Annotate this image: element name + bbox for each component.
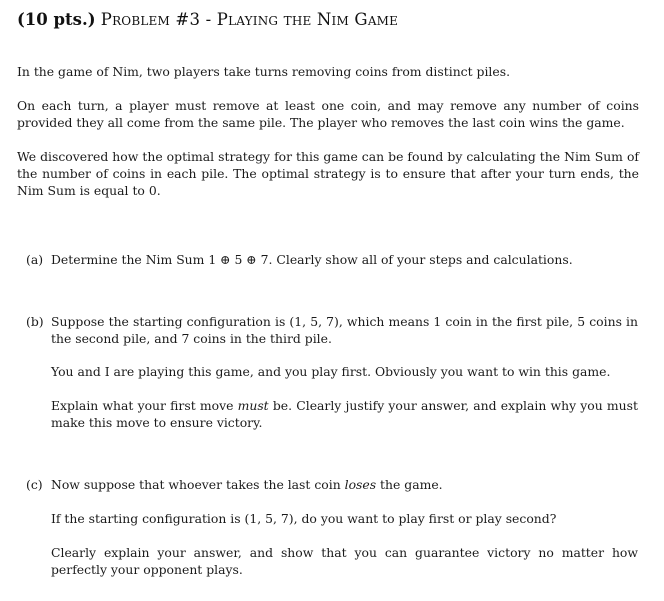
part-c-text: Now suppose that whoever takes the last coin loses the game. (51, 477, 443, 492)
part-b-text: Suppose the starting configuration is (1, 5, 7), which means 1 coin in the first pile, 5 coins in the second pile, and 7 coins in the third pile. (51, 314, 638, 346)
part-b-paragraph-3: Explain what your first move must be. Clearly justify your answer, and explain why you must make this move to ensure victory. (51, 398, 638, 430)
problem-heading: Problem #3 - Playing the Nim Game (100, 10, 399, 29)
problem-title (17, 10, 398, 29)
intro-paragraph-2: On each turn, a player must remove at least one coin, and may remove any number of coins provided they all come from the same pile. The player who removes the last coin wins the game. (17, 98, 639, 130)
emphasis-must: must (237, 398, 269, 413)
part-b-label: (b) (26, 314, 44, 329)
part-a-text: Determine the Nim Sum 1 ⊕ 5 ⊕ 7. Clearly show all of your steps and calculations. (51, 252, 573, 267)
part-b-paragraph-2: You and I are playing this game, and you play first. Obviously you want to win this game. (51, 364, 611, 379)
part-c (26, 476, 638, 493)
part-a-label: (a) (26, 252, 44, 267)
intro-paragraph-1: In the game of Nim, two players take turns removing coins from distinct piles. (17, 64, 511, 79)
intro-paragraph-3: We discovered how the optimal strategy for this game can be found by calculating the Nim Sum of the number of coins in each pile. The optimal strategy is to ensure that after your turn ends, the Nim Sum is equal to 0. (17, 149, 639, 198)
part-b (26, 313, 638, 347)
part-c-paragraph-2: If the starting configuration is (1, 5, 7), do you want to play first or play second? (51, 511, 557, 526)
part-c-paragraph-3: Clearly explain your answer, and show that you can guarantee victory no matter how perfectly your opponent plays. (51, 545, 638, 577)
part-a (26, 251, 638, 268)
part-c-label: (c) (26, 477, 43, 492)
points-label: (10 pts.) (17, 10, 96, 29)
emphasis-loses: loses (344, 477, 377, 492)
